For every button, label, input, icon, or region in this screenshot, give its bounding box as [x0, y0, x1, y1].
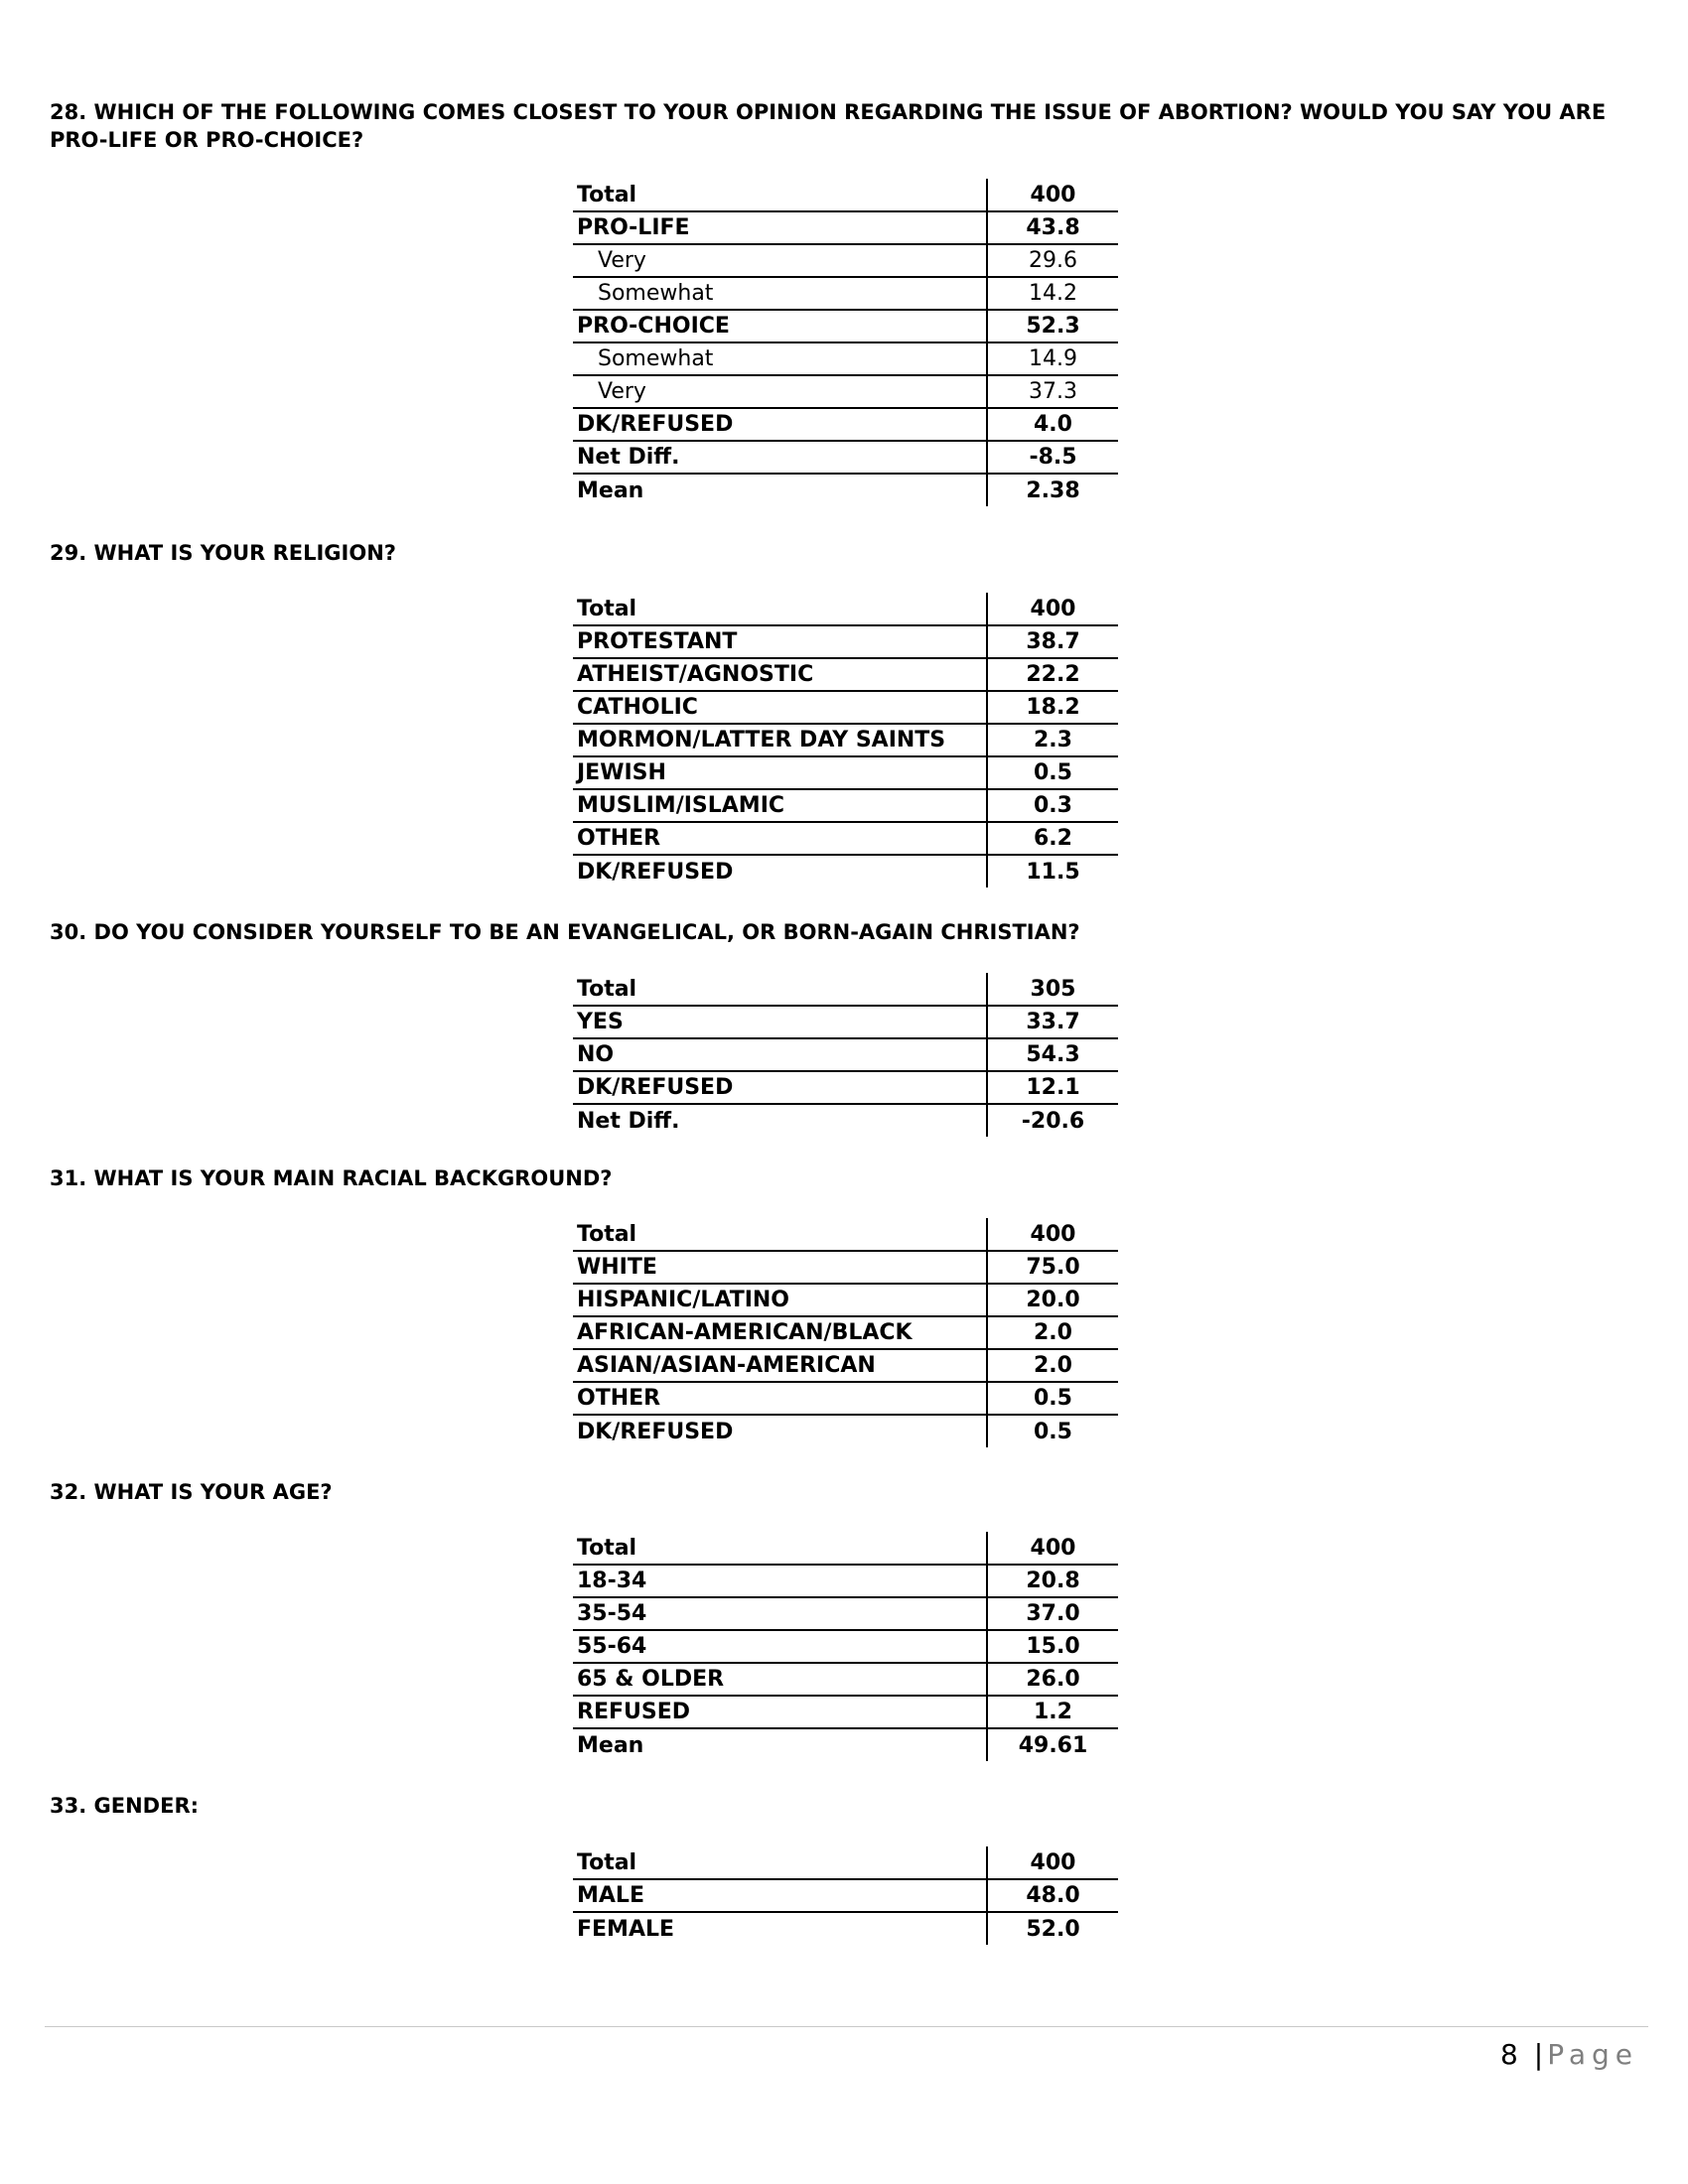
row-value: 4.0 — [987, 408, 1118, 441]
row-label: Mean — [577, 478, 644, 503]
row-label: NO — [573, 1038, 987, 1071]
row-label: 18-34 — [573, 1565, 987, 1597]
table-row — [573, 822, 1118, 855]
row-value: 37.3 — [987, 375, 1118, 408]
row-value: 400 — [987, 1846, 1118, 1879]
footer-separator: | — [1533, 2038, 1544, 2071]
table-row — [573, 441, 1118, 474]
row-label: DK/REFUSED — [573, 408, 987, 441]
row-value: 38.7 — [987, 625, 1118, 658]
row-value: 37.0 — [987, 1597, 1118, 1630]
question-29: 29. WHAT IS YOUR RELIGION? — [50, 541, 396, 565]
row-label: AFRICAN-AMERICAN/BLACK — [573, 1316, 987, 1349]
table-row — [573, 310, 1118, 342]
row-label: CATHOLIC — [573, 691, 987, 724]
row-label: Total — [573, 973, 987, 1006]
table-q32 — [573, 1532, 1118, 1761]
table-row — [573, 1038, 1118, 1071]
row-value: 14.2 — [987, 277, 1118, 310]
row-label: YES — [573, 1006, 987, 1038]
row-label: REFUSED — [573, 1696, 987, 1728]
table-row — [573, 1284, 1118, 1316]
page-footer — [1500, 2037, 1638, 2073]
table-row — [573, 1006, 1118, 1038]
row-value: 48.0 — [987, 1879, 1118, 1912]
row-value: 400 — [987, 1532, 1118, 1565]
question-32: 32. WHAT IS YOUR AGE? — [50, 1480, 333, 1504]
row-value: 43.8 — [987, 211, 1118, 244]
row-label: MALE — [573, 1879, 987, 1912]
table-row — [573, 724, 1118, 756]
row-value: 75.0 — [987, 1251, 1118, 1284]
table-row — [573, 1696, 1118, 1728]
row-value: 0.3 — [987, 789, 1118, 822]
row-value: 14.9 — [987, 342, 1118, 375]
row-value: 400 — [987, 1218, 1118, 1251]
row-label: Very — [573, 375, 987, 408]
row-value: 33.7 — [987, 1006, 1118, 1038]
row-label: WHITE — [573, 1251, 987, 1284]
row-label: PRO-CHOICE — [573, 310, 987, 342]
table-row — [573, 1879, 1118, 1912]
row-value: 6.2 — [987, 822, 1118, 855]
table-row — [573, 658, 1118, 691]
table-row — [573, 789, 1118, 822]
row-value: 18.2 — [987, 691, 1118, 724]
table-row — [573, 1912, 1118, 1945]
row-label: Somewhat — [573, 342, 987, 375]
table-q31 — [573, 1218, 1118, 1447]
row-value: 20.0 — [987, 1284, 1118, 1316]
row-value: 20.8 — [987, 1565, 1118, 1597]
row-value: 0.5 — [987, 756, 1118, 789]
row-label: Net Diff. — [577, 1109, 680, 1134]
table-row — [573, 474, 1118, 506]
question-28: 28. WHICH OF THE FOLLOWING COMES CLOSEST TO YOUR OPINION REGARDING THE ISSUE OF ABORTION? WOULD YOU SAY YOU ARE PRO-LIFE OR PRO-CHOICE? — [50, 100, 1607, 152]
table-row — [573, 375, 1118, 408]
row-value: 305 — [987, 973, 1118, 1006]
row-label: Somewhat — [573, 277, 987, 310]
table-row — [573, 1104, 1118, 1137]
footer-divider — [45, 2026, 1648, 2027]
row-label: Total — [573, 1532, 987, 1565]
table-row — [573, 1316, 1118, 1349]
row-label: 35-54 — [573, 1597, 987, 1630]
row-value: 0.5 — [987, 1382, 1118, 1415]
table-row — [573, 1251, 1118, 1284]
row-label: Very — [573, 244, 987, 277]
row-label: Total — [573, 1218, 987, 1251]
table-row — [573, 1218, 1118, 1251]
table-row — [573, 1532, 1118, 1565]
table-row — [573, 408, 1118, 441]
row-value: 2.0 — [987, 1316, 1118, 1349]
table-row — [573, 855, 1118, 887]
row-label: DK/REFUSED — [573, 1071, 987, 1104]
row-label: 55-64 — [573, 1630, 987, 1663]
table-q29 — [573, 593, 1118, 887]
row-label: DK/REFUSED — [577, 1420, 734, 1444]
row-label: ATHEIST/AGNOSTIC — [573, 658, 987, 691]
row-value: -20.6 — [987, 1104, 1118, 1137]
table-row — [573, 691, 1118, 724]
table-row — [573, 1728, 1118, 1761]
row-label: Mean — [577, 1733, 644, 1758]
question-33: 33. GENDER: — [50, 1794, 200, 1818]
row-value: 0.5 — [987, 1415, 1118, 1447]
row-value: 1.2 — [987, 1696, 1118, 1728]
table-row — [573, 1846, 1118, 1879]
row-label: OTHER — [573, 822, 987, 855]
page-word: Page — [1547, 2038, 1638, 2071]
row-label: MUSLIM/ISLAMIC — [573, 789, 987, 822]
row-label: 65 & OLDER — [573, 1663, 987, 1696]
row-value: 15.0 — [987, 1630, 1118, 1663]
table-row — [573, 1415, 1118, 1447]
row-value: 400 — [987, 179, 1118, 211]
table-row — [573, 342, 1118, 375]
row-value: 29.6 — [987, 244, 1118, 277]
table-q33 — [573, 1846, 1118, 1945]
row-value: 11.5 — [987, 855, 1118, 887]
question-31: 31. WHAT IS YOUR MAIN RACIAL BACKGROUND? — [50, 1166, 613, 1190]
table-row — [573, 973, 1118, 1006]
table-row — [573, 1382, 1118, 1415]
row-label: FEMALE — [577, 1917, 675, 1942]
table-q28 — [573, 179, 1118, 506]
row-value: 52.3 — [987, 310, 1118, 342]
row-label: PROTESTANT — [573, 625, 987, 658]
row-label: ASIAN/ASIAN-AMERICAN — [573, 1349, 987, 1382]
table-row — [573, 593, 1118, 625]
row-label: Net Diff. — [573, 441, 987, 474]
page-number: 8 — [1499, 2038, 1518, 2071]
row-value: 2.38 — [987, 474, 1118, 506]
row-value: 52.0 — [987, 1912, 1118, 1945]
table-row — [573, 1349, 1118, 1382]
table-row — [573, 1663, 1118, 1696]
row-label: HISPANIC/LATINO — [573, 1284, 987, 1316]
row-label: MORMON/LATTER DAY SAINTS — [573, 724, 987, 756]
table-row — [573, 1630, 1118, 1663]
row-value: 12.1 — [987, 1071, 1118, 1104]
row-value: 26.0 — [987, 1663, 1118, 1696]
row-label: Total — [573, 593, 987, 625]
row-label: DK/REFUSED — [577, 860, 734, 885]
row-label: JEWISH — [573, 756, 987, 789]
table-row — [573, 179, 1118, 211]
row-value: 54.3 — [987, 1038, 1118, 1071]
table-row — [573, 1597, 1118, 1630]
row-value: 22.2 — [987, 658, 1118, 691]
row-label: OTHER — [573, 1382, 987, 1415]
row-value: -8.5 — [987, 441, 1118, 474]
table-row — [573, 1071, 1118, 1104]
question-30: 30. DO YOU CONSIDER YOURSELF TO BE AN EVANGELICAL, OR BORN-AGAIN CHRISTIAN? — [50, 920, 1080, 944]
row-value: 400 — [987, 593, 1118, 625]
row-label: Total — [573, 1846, 987, 1879]
row-label: Total — [573, 179, 987, 211]
row-value: 49.61 — [987, 1728, 1118, 1761]
table-row — [573, 1565, 1118, 1597]
table-row — [573, 211, 1118, 244]
table-q30 — [573, 973, 1118, 1137]
row-label: PRO-LIFE — [573, 211, 987, 244]
row-value: 2.0 — [987, 1349, 1118, 1382]
table-row — [573, 756, 1118, 789]
table-row — [573, 244, 1118, 277]
table-row — [573, 625, 1118, 658]
table-row — [573, 277, 1118, 310]
row-value: 2.3 — [987, 724, 1118, 756]
